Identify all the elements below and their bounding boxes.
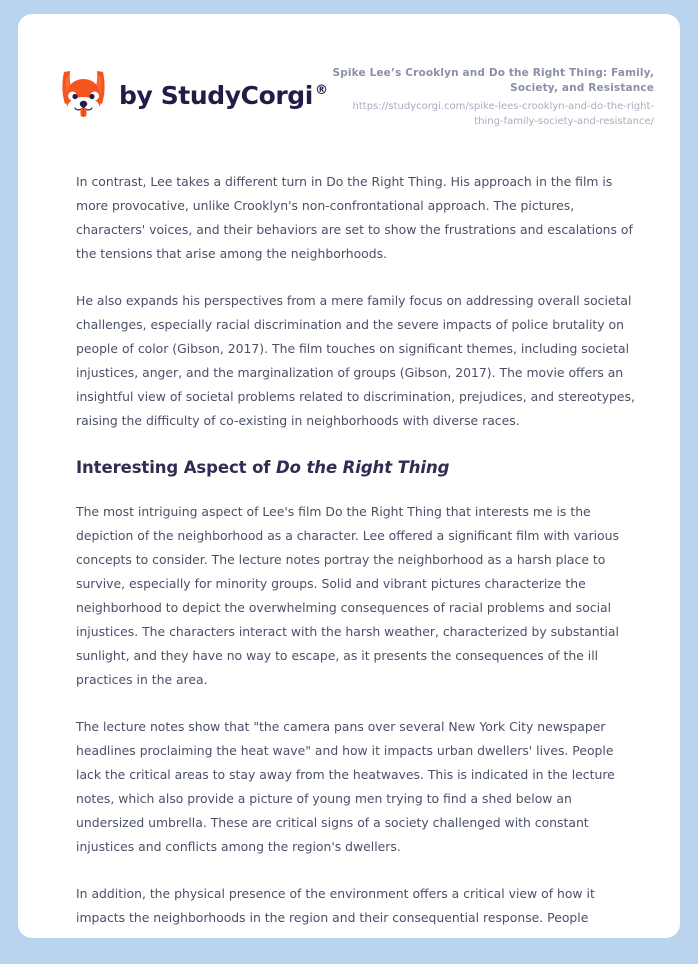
paragraph-2: He also expands his perspectives from a mere family focus on addressing overall societal challenges, especially racial discrimination and the severe impacts of police brutality on people of color (Gibson, 2017). The film touches on significant themes, including societal injustices, anger, and the marginalization of groups (Gibson, 2017). The movie offers an insightful view of societal problems related to discrimination, prejudices, and stereotypes, raising the difficulty of co-existing in neighborhoods with diverse races. [76,293,635,428]
paragraph-4: The lecture notes show that "the camera pans over several New York City newspaper headlines proclaiming the heat wave" and how it impacts urban dwellers' lives. People lack the critical areas to stay away from the heatwaves. This is indicated in the lecture notes, which also provide a picture of young men trying to find a shed below an undersized umbrella. These are critical signs of a society challenged with constant injustices and conflicts among the region's dwellers. [76,719,615,854]
brand-wordmark [119,83,328,108]
heading-film-title: Do the Right Thing [276,458,450,477]
document-meta [328,61,654,129]
brand-name-label: by StudyCorgi [119,81,313,110]
registered-trademark-icon: ® [314,83,328,98]
document-content [18,170,680,930]
section-heading-interesting-aspect [76,456,636,480]
paragraph-3: The most intriguing aspect of Lee's film Do the Right Thing that interests me is the depiction of the neighborhood as a character. Lee offered a significant film with various concepts to consider. The lecture notes portray the neighborhood as a harsh place to survive, especially for minority groups. Solid and vibrant pictures characterize the neighborhood to depict the overwhelming consequences of racial problems and social injustices. The characters interact with the harsh weather, characterized by substantial sunlight, and they have no way to escape, as it presents the consequences of the ill practices in the area. [76,504,619,687]
document-header [18,14,680,129]
source-url[interactable]: https://studycorgi.com/spike-lees-crooklyn-and-do-the-right-thing-family-society-and-resistance/ [352,101,654,127]
heading-plain-text: Interesting Aspect of [76,458,277,477]
corgi-head-icon [60,68,107,123]
page-title: Spike Lee’s Crooklyn and Do the Right Thing: Family, Society, and Resistance [332,67,654,94]
brand-logo[interactable] [60,68,328,123]
document-page [18,14,680,938]
paragraph-1: In contrast, Lee takes a different turn in Do the Right Thing. His approach in the film is more provocative, unlike Crooklyn's non-confrontational approach. The pictures, characters' voices, and their behaviors are set to show the frustrations and escalations of the tensions that arise among the neighborhoods. [76,174,633,261]
paragraph-5: In addition, the physical presence of the environment offers a critical view of how it impacts the neighborhoods in the region and their consequential response. People [76,886,595,925]
